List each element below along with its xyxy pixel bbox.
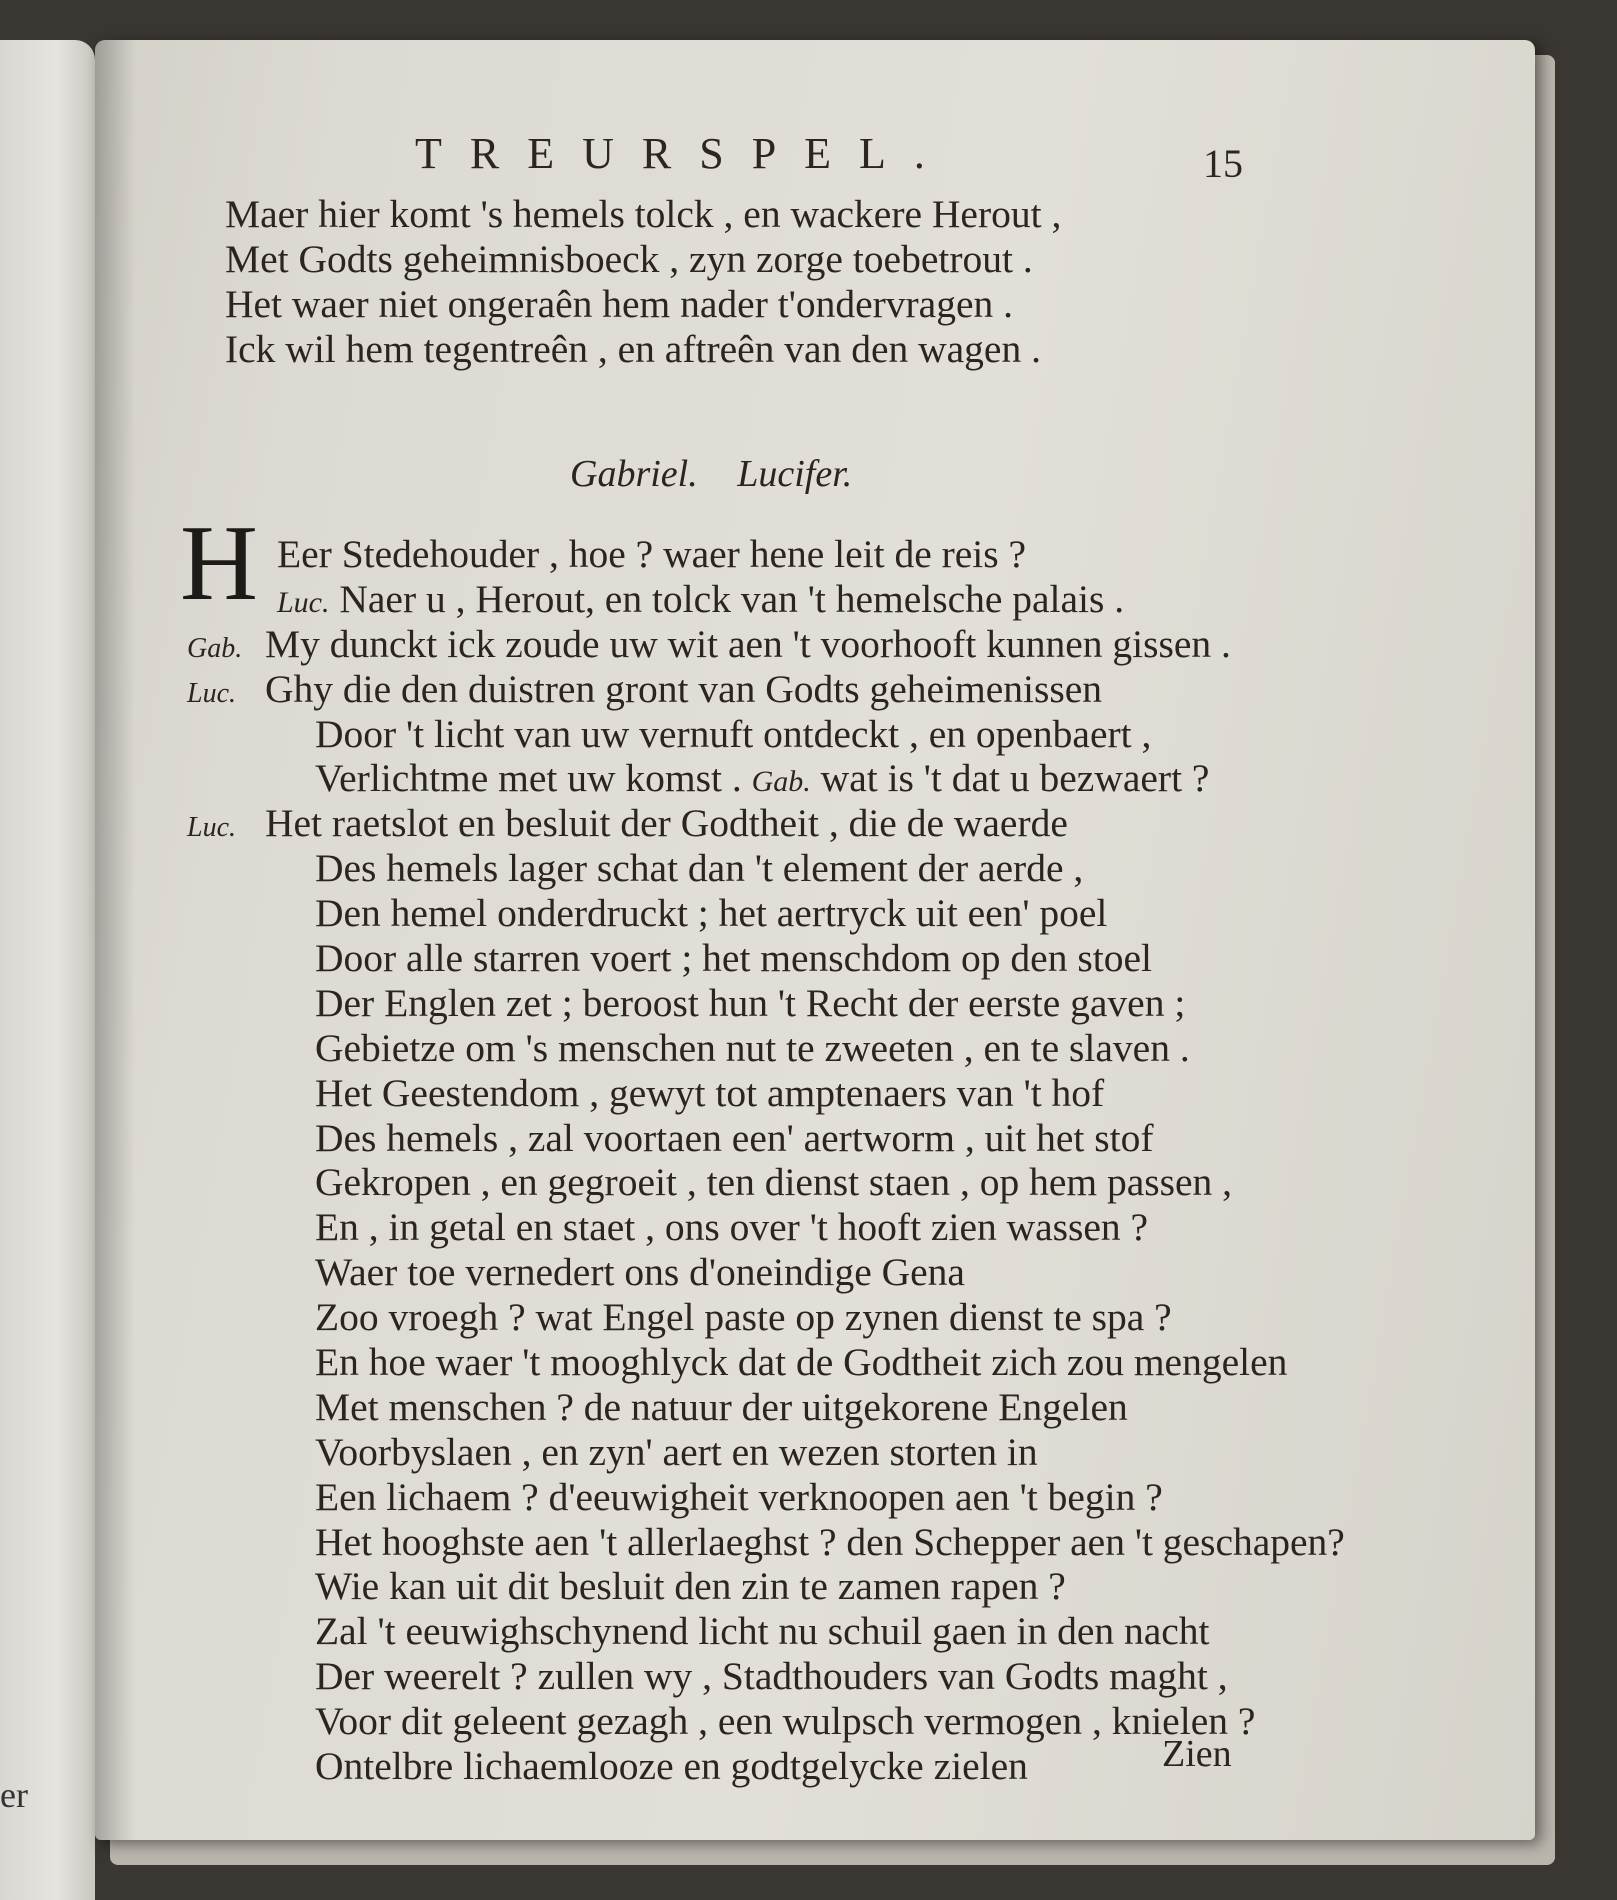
verse-text	[265, 712, 1151, 756]
character-name: Lucifer.	[737, 453, 853, 495]
verse-text: wat is 't dat u bezwaert ?	[810, 756, 1210, 801]
dialogue-verses	[187, 532, 1345, 1789]
verse-text: Door 't licht van uw vernuft ontdeckt , en openbaert ,	[315, 711, 1152, 756]
verse-line	[187, 1519, 1345, 1565]
page-number: 15	[1203, 141, 1243, 186]
verse-text: Gekropen , en gegroeit , ten dienst staen , op hem passen ,	[315, 1160, 1233, 1205]
verse-text: Voorbyslaen , en zyn' aert en wezen storten in	[315, 1429, 1038, 1474]
verse-line	[187, 756, 1210, 801]
verse-text	[265, 981, 1185, 1025]
verse-text	[265, 532, 1026, 576]
gutter-shadow	[95, 40, 135, 1840]
verse-text: En , in getal en staet , ons over 't hooft zien wassen ?	[315, 1205, 1149, 1250]
verse-text: Zal 't eeuwighschynend licht nu schuil gaen in den nacht	[315, 1609, 1210, 1654]
verse-text	[265, 1699, 1255, 1743]
verse-line	[187, 667, 1207, 712]
verse-line	[187, 1475, 1207, 1520]
verse-line: Het waer niet ongeraên hem nader t'ondervragen .	[225, 281, 1013, 326]
verse-text	[265, 622, 1231, 666]
verse-text: Het hooghste aen 't allerlaeghst ? den Schepper aen 't geschapen?	[315, 1519, 1345, 1564]
verse-text	[265, 1744, 1028, 1788]
verse-line	[187, 1295, 1207, 1340]
verse-text: En hoe waer 't mooghlyck dat de Godtheit zich zou mengelen	[315, 1340, 1288, 1385]
verse-line	[187, 577, 1207, 622]
verse-line	[187, 621, 1231, 667]
verse-text	[265, 1564, 1066, 1608]
verse-text	[265, 1430, 1038, 1474]
verse-line	[187, 1116, 1207, 1161]
verse-line	[187, 1654, 1228, 1699]
verse-line	[187, 1744, 1207, 1789]
speaker-label: Gab.	[187, 632, 243, 664]
speaker-label: Luc.	[187, 677, 236, 709]
verse-text: Ghy die den duistren gront van Godts geheimenissen	[265, 666, 1103, 711]
verse-text: Voor dit geleent gezagh , een wulpsch vermogen , knielen ?	[315, 1699, 1256, 1744]
verse-text	[265, 577, 1124, 621]
verse-text: My dunckt ick zoude uw wit aen 't voorhooft kunnen gissen .	[265, 621, 1231, 666]
verse-text	[265, 1654, 1228, 1698]
verse-text	[265, 1026, 1190, 1070]
verse-text	[265, 801, 1068, 845]
verse-line	[187, 532, 1207, 577]
verse-text: Het Geestendom , gewyt tot amptenaers van 't hof	[315, 1070, 1105, 1115]
drop-cap: H	[180, 504, 258, 623]
verse-text: Gebietze om 's menschen nut te zweeten , en te slaven .	[315, 1025, 1190, 1070]
verse-text: Des hemels , zal voortaen een' aertworm , uit het stof	[315, 1115, 1154, 1160]
verse-text: Naer u , Herout, en tolck van 't hemelsche palais .	[329, 576, 1125, 621]
verse-line	[187, 1609, 1210, 1654]
verse-text	[265, 1116, 1154, 1160]
verse-text	[265, 1340, 1287, 1384]
verse-text: Des hemels lager schat dan 't element der aerde ,	[315, 846, 1084, 891]
verse-line	[187, 1026, 1207, 1071]
verse-text: Wie kan uit dit besluit den zin te zamen rapen ?	[315, 1564, 1066, 1609]
verse-text	[265, 846, 1083, 890]
verse-text	[265, 1160, 1232, 1204]
verse-text	[265, 891, 1107, 935]
verse-text: Een lichaem ? d'eeuwigheit verknoopen aen 't begin ?	[315, 1474, 1163, 1519]
verse-text: Der weerelt ? zullen wy , Stadthouders van Godts maght ,	[315, 1654, 1228, 1699]
speaker-label: Luc.	[277, 585, 330, 619]
verse-line	[187, 1340, 1288, 1385]
verse-text	[265, 756, 1209, 800]
facing-page-text: er	[0, 1775, 28, 1815]
verse-text	[265, 1250, 965, 1294]
verse-text: Zoo vroegh ? wat Engel paste op zynen dienst te spa ?	[315, 1295, 1172, 1340]
verse-text: Eer Stedehouder , hoe ? waer hene leit de reis ?	[277, 532, 1027, 576]
verse-text	[265, 1205, 1148, 1249]
verse-line: Met Godts geheimnisboeck , zyn zorge toebetrout .	[225, 236, 1033, 281]
scene-heading	[570, 452, 882, 496]
verse-line	[187, 1699, 1256, 1744]
verse-text	[265, 1071, 1104, 1115]
verse-line	[187, 1205, 1207, 1250]
verse-line	[187, 891, 1207, 936]
verse-text	[265, 1609, 1210, 1653]
verse-line	[187, 1071, 1207, 1116]
verse-line	[187, 1564, 1207, 1609]
facing-page-edge	[0, 40, 95, 1900]
book-page	[95, 40, 1535, 1840]
verse-line: Maer hier komt 's hemels tolck , en wackere Herout ,	[225, 192, 1062, 236]
verse-text	[265, 1295, 1172, 1339]
verse-text	[265, 1475, 1163, 1519]
character-name: Gabriel.	[570, 453, 698, 495]
verse-text	[265, 936, 1152, 980]
verse-text	[265, 667, 1102, 711]
verse-line	[187, 1430, 1207, 1475]
top-verses	[225, 192, 1245, 372]
verse-line	[187, 936, 1207, 981]
verse-line	[187, 712, 1207, 757]
verse-line	[187, 1250, 1207, 1295]
verse-text: Het raetslot en besluit der Godtheit , die de waerde	[265, 801, 1068, 846]
verse-text	[265, 1385, 1128, 1429]
verse-text: Der Englen zet ; beroost hun 't Recht der eerste gaven ;	[315, 980, 1186, 1025]
verse-line	[187, 1160, 1233, 1205]
verse-line	[187, 1385, 1207, 1430]
verse-line: Ick wil hem tegentreên , en aftreên van den wagen .	[225, 326, 1041, 371]
speaker-label: Gab.	[751, 765, 811, 799]
verse-text	[265, 1520, 1345, 1564]
verse-text: Verlichtme met uw komst .	[315, 756, 752, 801]
verse-line	[187, 801, 1207, 846]
verse-text: Den hemel onderdruckt ; het aertryck uit een' poel	[315, 891, 1108, 936]
verse-line	[187, 981, 1207, 1026]
speaker-label: Luc.	[187, 812, 236, 844]
running-head: TREURSPEL.	[415, 129, 953, 178]
verse-text: Ontelbre lichaemlooze en godtgelycke zielen	[315, 1744, 1028, 1789]
verse-text: Met menschen ? de natuur der uitgekorene Engelen	[315, 1384, 1128, 1429]
verse-text: Waer toe vernedert ons d'oneindige Gena	[315, 1250, 965, 1295]
catchword: Zien	[1162, 1733, 1232, 1775]
verse-line	[187, 846, 1207, 891]
verse-text: Door alle starren voert ; het menschdom op den stoel	[315, 936, 1152, 981]
